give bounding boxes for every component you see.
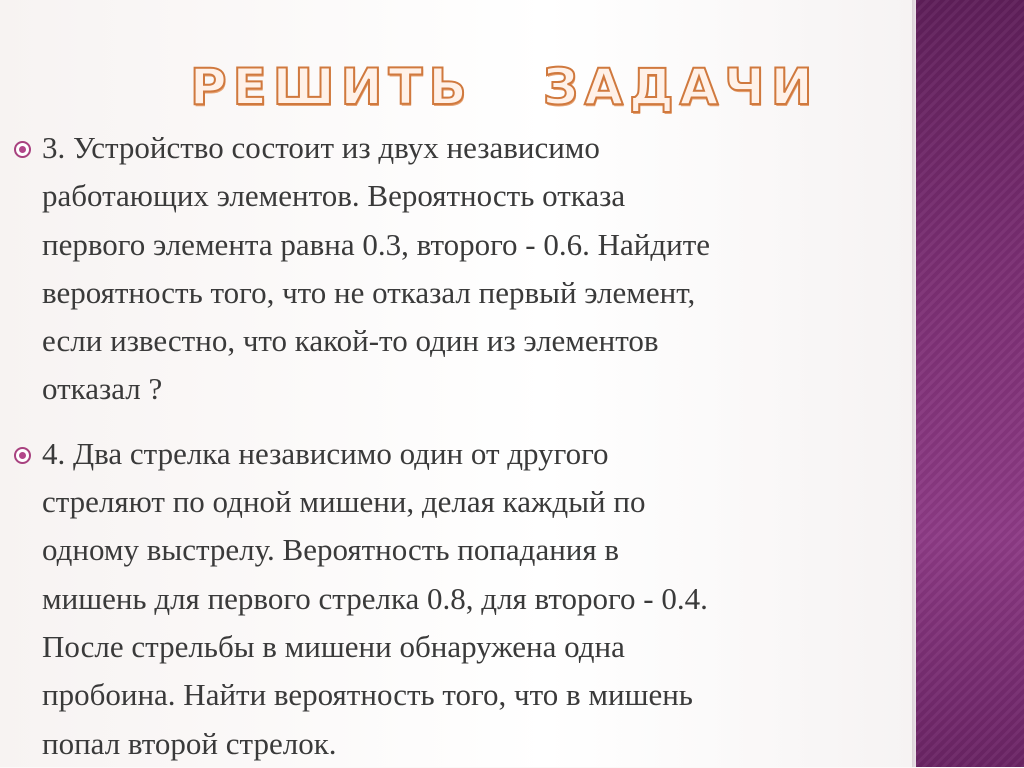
task-4-line-1: 4. Два стрелка независимо один от другого — [42, 435, 609, 471]
task-4-line-5: После стрельбы в мишени обнаружена одна — [42, 628, 625, 664]
task-3-line-5: если известно, что какой-то один из элементов — [42, 323, 659, 359]
task-4-item — [14, 430, 909, 768]
task-4-line-2: стреляют по одной мишени, делая каждый по — [42, 484, 646, 520]
task-3-item — [14, 124, 909, 414]
decorative-side-band — [916, 0, 1024, 767]
task-3-line-3: первого элемента равна 0.3, второго - 0.6. Найдите — [42, 226, 711, 262]
slide-content — [14, 124, 909, 768]
task-3-line-4: вероятность того, что не отказал первый элемент, — [42, 274, 696, 310]
task-3-line-1: 3. Устройство состоит из двух независимо — [42, 130, 600, 165]
task-4-line-7: попал второй стрелок. — [42, 725, 337, 761]
task-4-line-4: мишень для первого стрелка 0.8, для второго - 0.4. — [42, 580, 708, 616]
task-3-line-2: работающих элементов. Вероятность отказа — [42, 178, 626, 214]
slide-title: РЕШИТЬ ЗАДАЧИ — [190, 58, 819, 116]
task-4-line-6: пробоина. Найти вероятность того, что в мишень — [42, 677, 693, 713]
ring-bullet-icon — [14, 141, 31, 158]
ring-bullet-icon — [14, 447, 31, 464]
task-3-line-6: отказал ? — [42, 371, 163, 407]
task-4-line-3: одному выстрелу. Вероятность попадания в — [42, 532, 620, 568]
